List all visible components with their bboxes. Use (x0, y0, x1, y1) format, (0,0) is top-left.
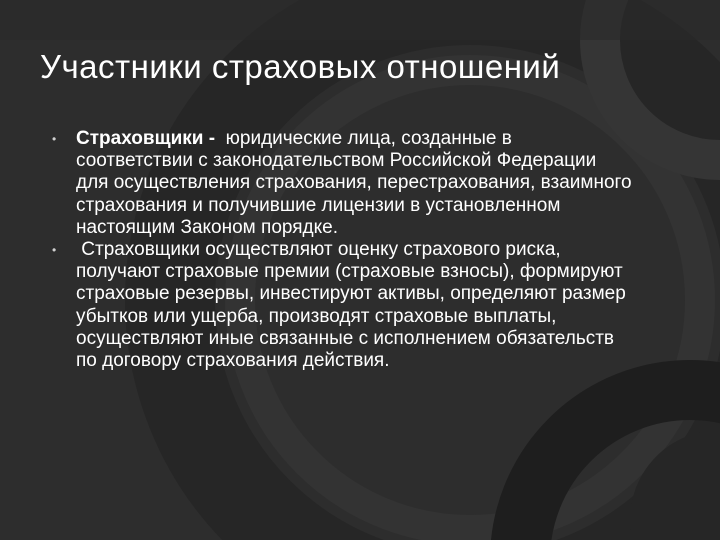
bullet-list (52, 128, 637, 372)
bullet-term: Страховщики - (76, 128, 216, 149)
bullet-dot-icon: • (52, 132, 57, 146)
bullet-text: Страховщики осуществляют оценку страхового риска, получают страховые премии (страховые взносы), формируют страховые резервы, инвестируют активы, определяют размер убытков или ущерба, производят страховые выплаты, осуществляют иные связанные с исполнением обязательств по договору страхования действия. (76, 239, 632, 372)
bullet-item-insurers-definition (52, 128, 637, 239)
slide-title: Участники страховых отношений (40, 48, 561, 85)
bullet-text: юридические лица, созданные в соответствии с законодательством Российской Федерации для осуществления страхования, перестрахования, взаимного страхования и получившие лицензии в установленном настоящим Законом порядке. (76, 128, 637, 238)
bullet-item-insurers-activities (52, 239, 632, 372)
bullet-dot-icon: • (52, 243, 57, 258)
